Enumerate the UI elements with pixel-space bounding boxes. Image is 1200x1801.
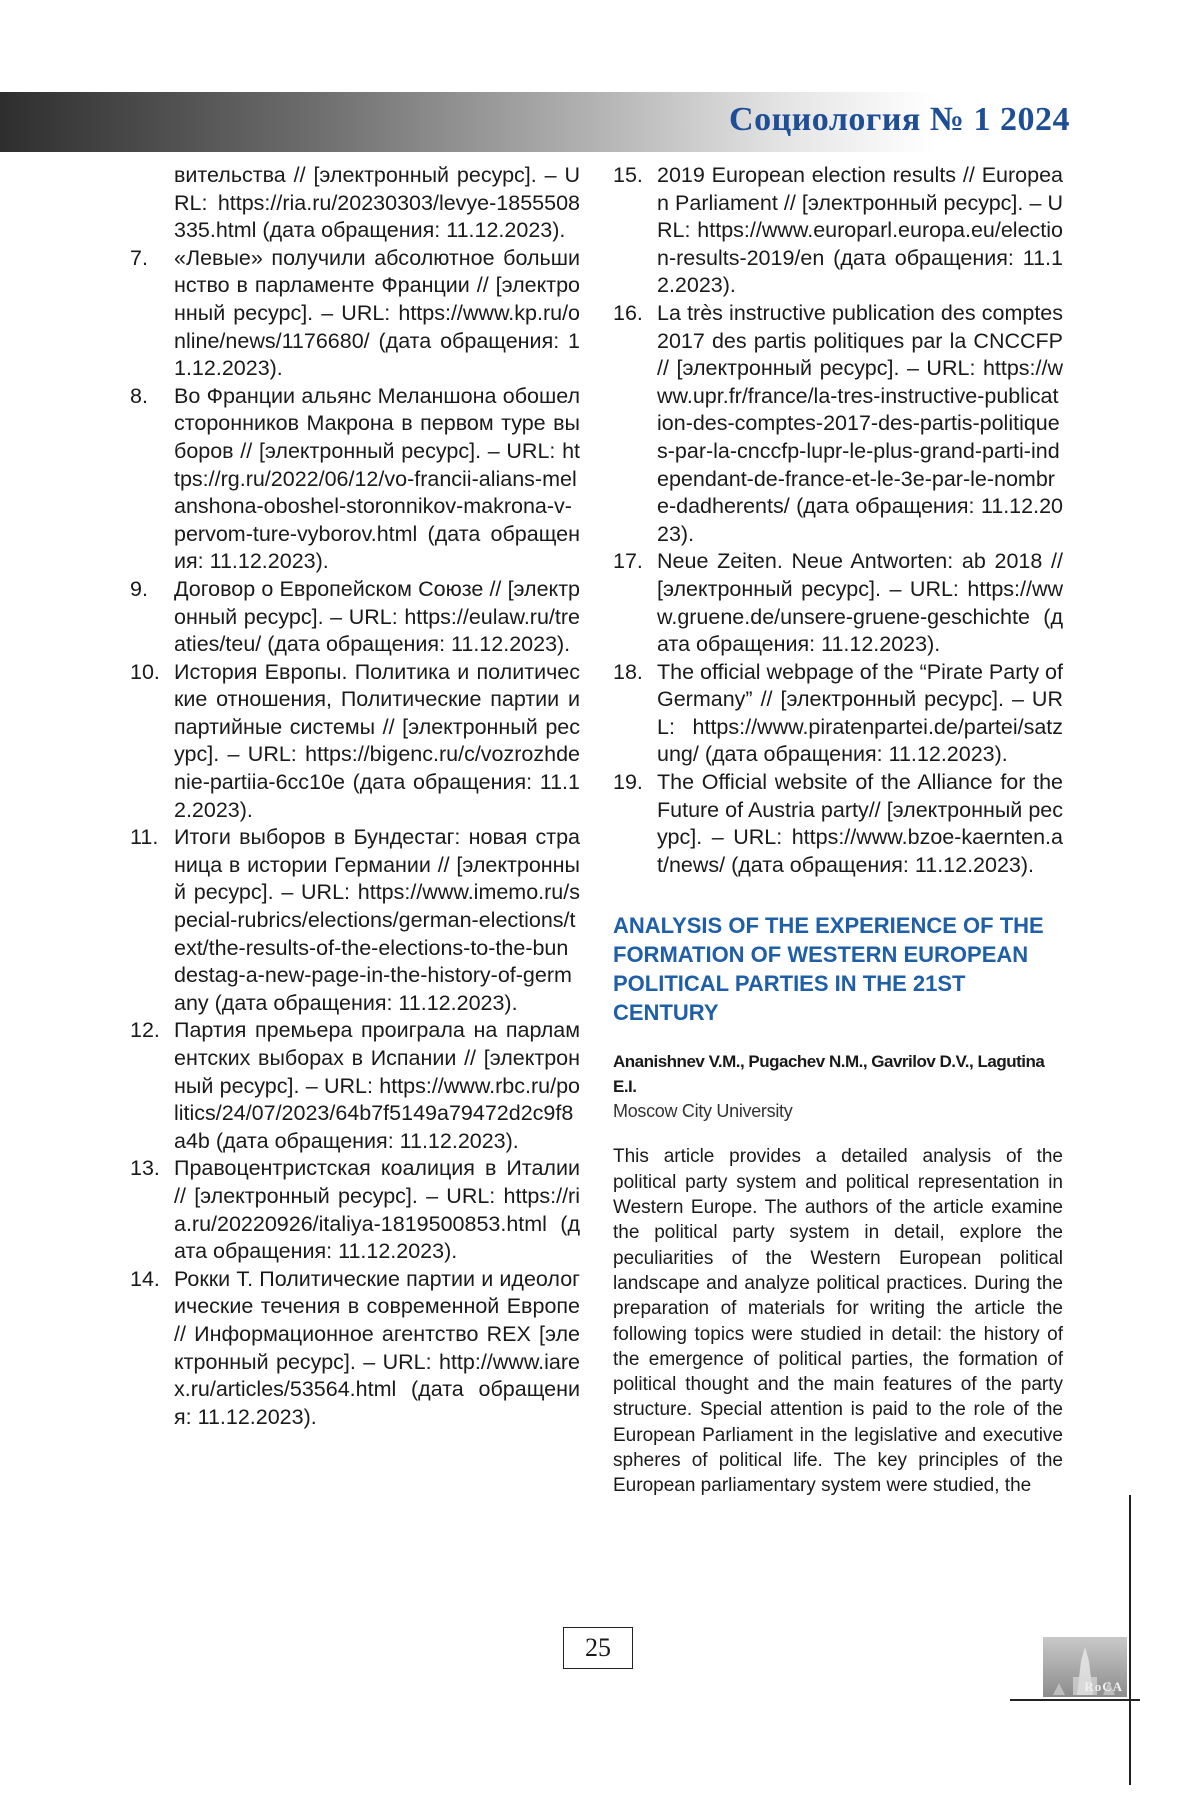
reference-number: 15. (613, 162, 657, 300)
list-item (130, 576, 580, 659)
list-item (130, 245, 580, 383)
reference-number: 13. (130, 1155, 174, 1265)
reference-text: Во Франции альянс Меланшона обошел сторонников Макрона в первом туре выборов // [электронный ресурс]. – URL: https://rg.ru/2022/06/12/vo-francii-alians-melanshona-oboshel-storonnikov-makrona-v-pervom-ture-vyborov.html (дата обращения: 11.12.2023). (174, 383, 580, 576)
reference-text: Правоцентристская коалиция в Италии // [электронный ресурс]. – URL: https://ria.ru/20220926/italiya-1819500853.html (дата обращения: 11.12.2023). (174, 1155, 580, 1265)
reference-continuation: вительства // [электронный ресурс]. – URL: https://ria.ru/20230303/levye-1855508335.html (дата обращения: 11.12.2023). (130, 162, 580, 245)
reference-text: The official webpage of the “Pirate Party of Germany” // [электронный ресурс]. – URL: https://www.piratenpartei.de/partei/satzung/ (дата обращения: 11.12.2023). (657, 659, 1063, 769)
crop-line-vertical (1129, 1495, 1131, 1785)
reference-number: 10. (130, 659, 174, 825)
reference-text: 2019 European election results // European Parliament // [электронный ресурс]. – URL: https://www.europarl.europa.eu/election-results-2019/en (дата обращения: 11.12.2023). (657, 162, 1063, 300)
article-heading: ANALYSIS OF THE EXPERIENCE OF THE FORMATION OF WESTERN EUROPEAN POLITICAL PARTIES IN THE 21ST CENTURY (613, 911, 1063, 1027)
list-item (130, 383, 580, 576)
reference-number: 16. (613, 300, 657, 548)
reference-number: 18. (613, 659, 657, 769)
left-column (130, 162, 580, 1431)
reference-text: «Левые» получили абсолютное большинство в парламенте Франции // [электронный ресурс]. – URL: https://www.kp.ru/online/news/1176680/ (дата обращения: 11.12.2023). (174, 245, 580, 383)
article-abstract: This article provides a detailed analysis of the political party system and political representation in Western Europe. The authors of the article examine the political party system in detail, explore the peculiarities of the Western European political landscape and analyze political practices. During the preparation of materials for writing the article the following topics were studied in detail: the history of the emergence of political parties, the formation of political thought and the main features of the party structure. Special attention is paid to the role of the European Parliament in the legislative and executive spheres of political life. The key principles of the European parliamentary system were studied, the (613, 1144, 1063, 1498)
article-affiliation: Moscow City University (613, 1099, 1063, 1124)
reference-list-right (613, 162, 1063, 879)
reference-number: 8. (130, 383, 174, 576)
reference-text: La très instructive publication des comptes 2017 des partis politiques par la CNCCFP // [электронный ресурс]. – URL: https://www.upr.fr/france/la-tres-instructive-publication-des-comptes-2017-des-partis-politiques-par-la-cnccfp-lupr-le-plus-grand-parti-independant-de-france-et-le-3e-par-le-nombre-dadherents/ (дата обращения: 11.12.2023). (657, 300, 1063, 548)
right-column (613, 162, 1063, 1499)
crop-line-horizontal (1010, 1699, 1140, 1701)
reference-number: 14. (130, 1266, 174, 1432)
reference-text: The Official website of the Alliance for the Future of Austria party// [электронный ресурс]. – URL: https://www.bzoe-kaernten.at/news/ (дата обращения: 11.12.2023). (657, 769, 1063, 879)
reference-number: 19. (613, 769, 657, 879)
reference-number: 17. (613, 548, 657, 658)
reference-text: Рокки Т. Политические партии и идеологические течения в современной Европе // Информационное агентство REX [электронный ресурс]. – URL: http://www.iarex.ru/articles/53564.html (дата обращения: 11.12.2023). (174, 1266, 580, 1432)
reference-text: История Европы. Политика и политические отношения, Политические партии и партийные системы // [электронный ресурс]. – URL: https://bigenc.ru/c/vozrozhdenie-partiia-6cc10e (дата обращения: 11.12.2023). (174, 659, 580, 825)
reference-text: Партия премьера проиграла на парламентских выборах в Испании // [электронный ресурс]. – URL: https://www.rbc.ru/politics/24/07/2023/64b7f5149a79472d2c9f8a4b (дата обращения: 11.12.2023). (174, 1017, 580, 1155)
reference-list-left (130, 245, 580, 1432)
reference-text: Итоги выборов в Бундестаг: новая страница в истории Германии // [электронный ресурс]. – URL: https://www.imemo.ru/special-rubrics/elections/german-elections/text/the-results-of-the-elections-to-the-bundestag-a-new-page-in-the-history-of-germany (дата обращения: 11.12.2023). (174, 824, 580, 1017)
list-item (130, 824, 580, 1017)
reference-number: 9. (130, 576, 174, 659)
list-item (613, 548, 1063, 658)
list-item (130, 1155, 580, 1265)
reference-number: 7. (130, 245, 174, 383)
reference-text: Neue Zeiten. Neue Antworten: ab 2018 // [электронный ресурс]. – URL: https://www.gruene.de/unsere-gruene-geschichte (дата обращения: 11.12.2023). (657, 548, 1063, 658)
journal-title: Социология № 1 2024 (729, 101, 1070, 139)
list-item (130, 1266, 580, 1432)
article-authors: Ananishnev V.M., Pugachev N.M., Gavrilov D.V., Lagutina E.I. (613, 1049, 1063, 1099)
list-item (613, 659, 1063, 769)
publisher-logo (1043, 1637, 1127, 1697)
reference-number: 12. (130, 1017, 174, 1155)
list-item (130, 659, 580, 825)
page-number: 25 (563, 1627, 633, 1669)
list-item (613, 300, 1063, 548)
logo-text: RoCA (1084, 1679, 1123, 1695)
list-item (613, 769, 1063, 879)
reference-number: 11. (130, 824, 174, 1017)
list-item (613, 162, 1063, 300)
list-item (130, 1017, 580, 1155)
reference-text: Договор о Европейском Союзе // [электронный ресурс]. – URL: https://eulaw.ru/treaties/teu/ (дата обращения: 11.12.2023). (174, 576, 580, 659)
